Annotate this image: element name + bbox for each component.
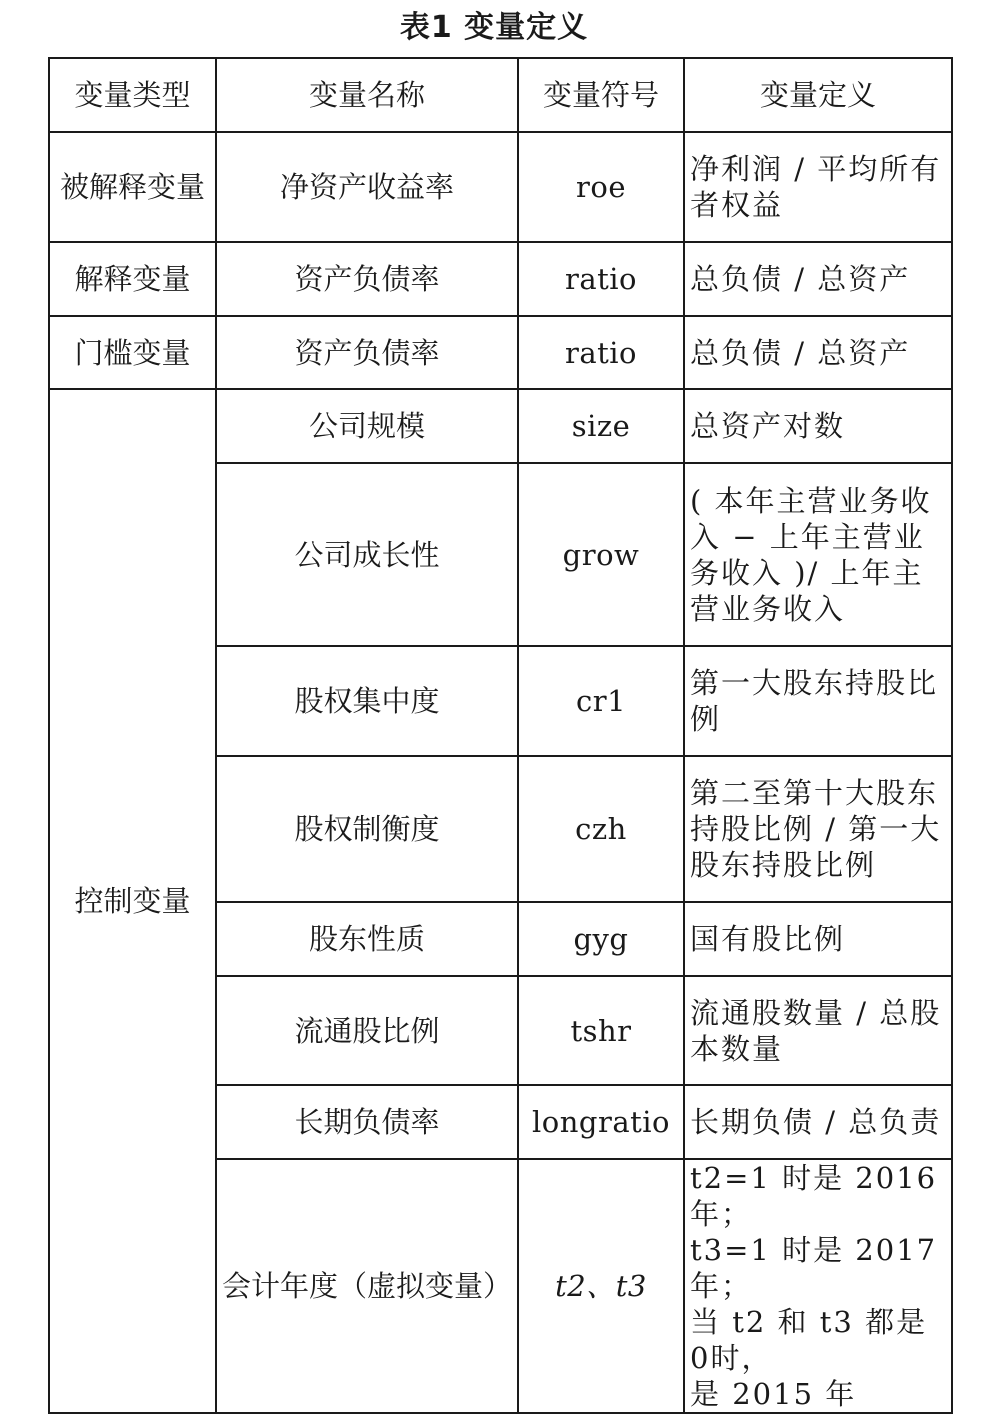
variable-definition-table xyxy=(48,57,953,1414)
var-name: 股权集中度 xyxy=(216,646,518,756)
var-definition: 总资产对数 xyxy=(684,389,952,463)
var-definition: 国有股比例 xyxy=(684,902,952,976)
var-name: 资产负债率 xyxy=(216,242,518,316)
var-symbol: longratio xyxy=(518,1085,684,1159)
definition-line: 当 t2 和 t3 都是 0时， xyxy=(690,1305,928,1375)
group-threshold: 门槛变量 xyxy=(49,316,216,389)
header-symbol: 变量符号 xyxy=(518,58,684,132)
var-name: 股权制衡度 xyxy=(216,756,518,902)
var-definition xyxy=(684,1159,952,1413)
var-definition: 流通股数量 / 总股本数量 xyxy=(684,976,952,1085)
var-name: 公司规模 xyxy=(216,389,518,463)
group-dependent: 被解释变量 xyxy=(49,132,216,242)
header-name: 变量名称 xyxy=(216,58,518,132)
header-definition: 变量定义 xyxy=(684,58,952,132)
var-symbol: tshr xyxy=(518,976,684,1085)
var-symbol: ratio xyxy=(518,242,684,316)
var-definition: ( 本年主营业务收入 − 上年主营业务收入 )/ 上年主营业务收入 xyxy=(684,463,952,646)
table-row xyxy=(49,132,952,242)
header-type: 变量类型 xyxy=(49,58,216,132)
var-name: 资产负债率 xyxy=(216,316,518,389)
var-name: 股东性质 xyxy=(216,902,518,976)
var-symbol: cr1 xyxy=(518,646,684,756)
table-row xyxy=(49,389,952,463)
var-name: 净资产收益率 xyxy=(216,132,518,242)
var-symbol: roe xyxy=(518,132,684,242)
var-definition: 总负债 / 总资产 xyxy=(684,316,952,389)
definition-line: t3=1 时是 2017 年； xyxy=(690,1233,938,1303)
header-row xyxy=(49,58,952,132)
table-row xyxy=(49,242,952,316)
var-symbol: size xyxy=(518,389,684,463)
group-control: 控制变量 xyxy=(49,389,216,1413)
var-name: 公司成长性 xyxy=(216,463,518,646)
var-symbol: gyg xyxy=(518,902,684,976)
var-definition: 总负债 / 总资产 xyxy=(684,242,952,316)
var-symbol: czh xyxy=(518,756,684,902)
var-name: 流通股比例 xyxy=(216,976,518,1085)
table-title: 表1 变量定义 xyxy=(399,10,589,45)
definition-line: 是 2015 年 xyxy=(690,1377,857,1411)
var-name: 长期负债率 xyxy=(216,1085,518,1159)
var-definition: 长期负债 / 总负责 xyxy=(684,1085,952,1159)
var-symbol: grow xyxy=(518,463,684,646)
table-row xyxy=(49,316,952,389)
var-definition: 净利润 / 平均所有者权益 xyxy=(684,132,952,242)
group-explanatory: 解释变量 xyxy=(49,242,216,316)
definition-line: t2=1 时是 2016 年； xyxy=(690,1161,938,1231)
var-symbol: ratio xyxy=(518,316,684,389)
var-name: 会计年度（虚拟变量） xyxy=(216,1159,518,1413)
var-definition: 第二至第十大股东持股比例 / 第一大股东持股比例 xyxy=(684,756,952,902)
var-definition: 第一大股东持股比例 xyxy=(684,646,952,756)
var-symbol: t2、t3 xyxy=(518,1159,684,1413)
